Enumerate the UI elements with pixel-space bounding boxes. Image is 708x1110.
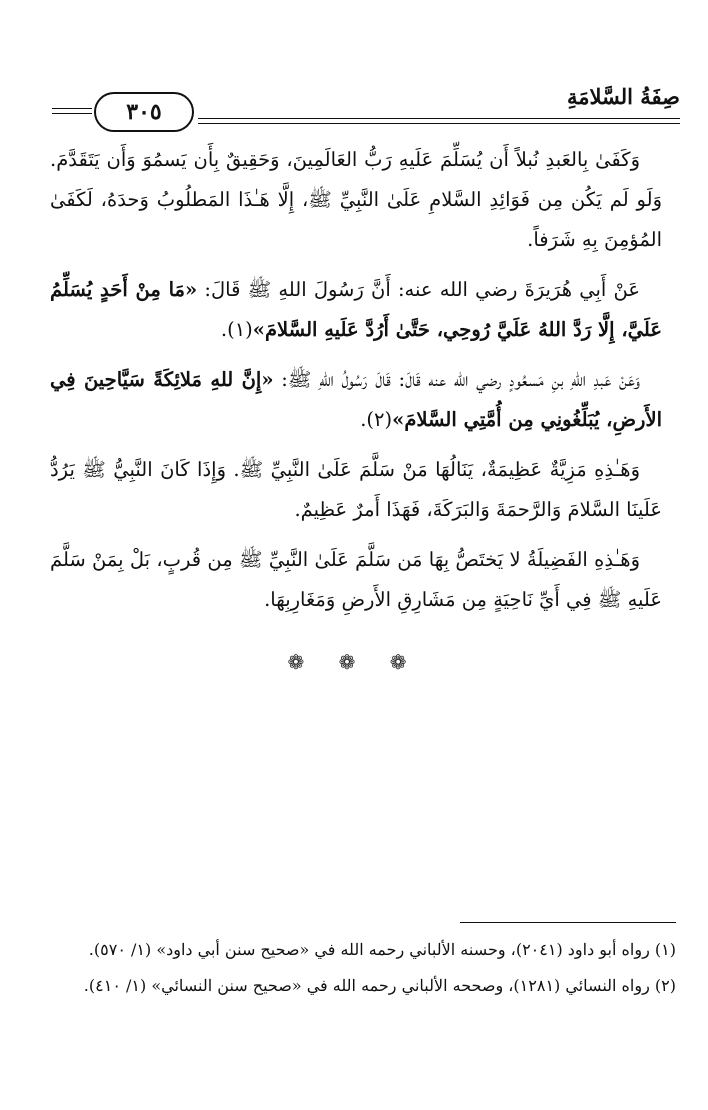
footnote-rule	[460, 922, 676, 923]
body-text	[50, 140, 662, 630]
chapter-title: صِفَةُ السَّلامَةِ	[566, 84, 680, 109]
hadith-intro: وَعَنْ عَبدِ اللهِ بنِ مَسعُودٍ رضي الله عنه قَالَ: قَالَ رَسُولُ اللهِ ﷺ:	[273, 368, 640, 391]
footnote-ref: (١).	[220, 318, 253, 341]
paragraph: وَهَـٰذِهِ مَزِيَّةٌ عَظِيمَةٌ، يَنَالُهَا مَنْ سَلَّمَ عَلَىٰ النَّبِيِّ ﷺ. وَإِذَا كَانَ النَّبِيُّ ﷺ يَرُدُّ عَلَينَا السَّلامَ وَالرَّحمَةَ وَالبَرَكَةَ، فَهَذَا أَمرٌ عَظِيمٌ.	[50, 458, 662, 521]
hadith-quote: «مَا مِنْ أَحَدٍ يُسَلِّمُ عَلَيَّ، إِلَّا رَدَّ اللهُ عَلَيَّ رُوحِي، حَتَّىٰ أَرُدَّ عَلَيهِ السَّلامَ»	[50, 278, 662, 341]
paragraph: وَهَـٰذِهِ الفَضِيلَةُ لا يَختَصُّ بِهَا مَن سَلَّمَ عَلَىٰ النَّبِيِّ ﷺ مِن قُربٍ، بَلْ بِمَنْ سَلَّمَ عَلَيهِ ﷺ فِي أَيِّ نَاحِيَةٍ مِن مَشَارِقِ الأَرضِ وَمَغَارِبِهَا.	[50, 548, 662, 611]
header-rule	[198, 123, 680, 124]
section-separator: ❁ ❁ ❁	[287, 650, 421, 674]
running-head	[40, 84, 680, 134]
paragraph-hadith	[50, 270, 662, 350]
footnote-ref: (٢).	[360, 408, 393, 431]
paragraph: وَكَفَىٰ بِالعَبدِ نُبلاً أَن يُسَلِّمَ عَلَيهِ رَبُّ العَالَمِينَ، وَحَقِيقٌ بِأَن يَسمُوَ وَأَن يَتَقَدَّمَ. وَلَو لَم يَكُن مِن فَوَائِدِ السَّلامِ عَلَىٰ النَّبِيِّ ﷺ، إِلَّا هَـٰذَا المَطلُوبُ وَحدَهُ، لَكَفَىٰ المُؤمِنَ بِهِ شَرَفاً.	[50, 148, 662, 251]
page-number: ٣٠٥	[94, 92, 194, 132]
footnote: (٢) رواه النسائي (١٢٨١)، وصححه الألباني رحمه الله في «صحيح سنن النسائي» (١/ ٤١٠).	[83, 976, 676, 995]
hadith-quote: «إِنَّ للهِ مَلائِكَةً سَيَّاحِينَ فِي الأَرضِ، يُبَلِّغُونِي مِن أُمَّتِي السَّلامَ»	[50, 368, 662, 431]
footnote: (١) رواه أبو داود (٢٠٤١)، وحسنه الألباني رحمه الله في «صحيح سنن أبي داود» (١/ ٥٧٠).	[88, 940, 676, 959]
header-rule	[52, 113, 92, 114]
header-rule	[198, 118, 680, 119]
header-rule	[52, 108, 92, 109]
footnotes	[36, 935, 676, 1007]
paragraph-hadith	[50, 360, 662, 440]
hadith-intro: عَنْ أَبِي هُرَيرَةَ رضي الله عنه: أَنَّ رَسُولَ اللهِ ﷺ قَالَ:	[197, 278, 640, 301]
